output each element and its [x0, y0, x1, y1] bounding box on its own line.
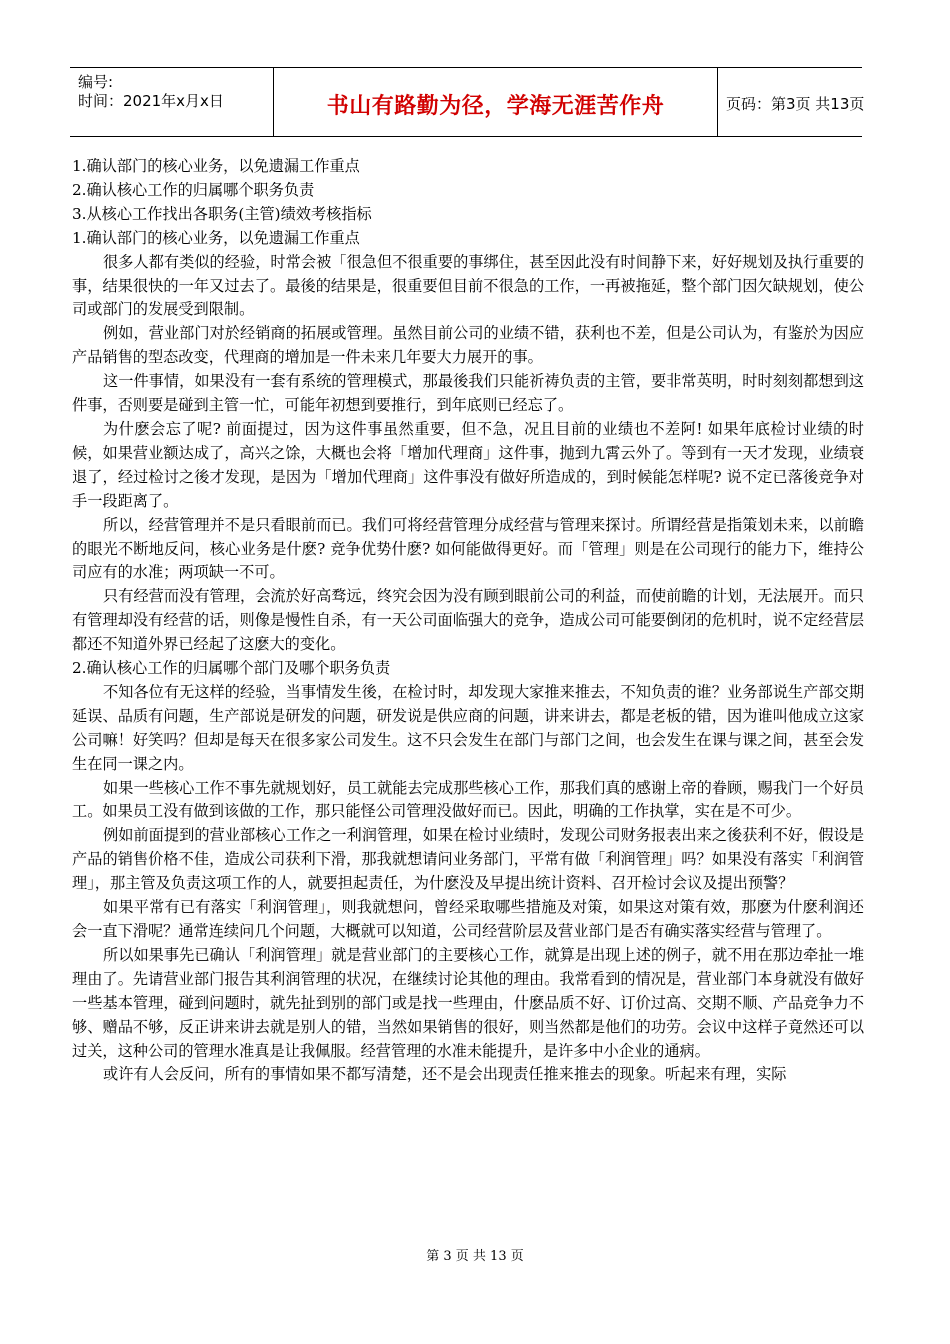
paragraph: 或许有人会反问，所有的事情如果不都写清楚，还不是会出现责任推来推去的现象。听起来有理，实际 — [103, 1065, 787, 1084]
document-body — [72, 155, 864, 1087]
paragraph: 很多人都有类似的经验，时常会被「很急但不很重要的事绑住，甚至因此没有时间静下来，好好规划及执行重要的事，结果很快的一年又过去了。最後的结果是，很重要但目前不很急的工作，一再被拖延，整个部门因欠缺规划，使公司或部门的发展受到限制。 — [72, 252, 864, 319]
section-heading: 2.确认核心工作的归属哪个部门及哪个职务负责 — [72, 659, 391, 678]
outline-item: 3.从核心工作找出各职务(主管)绩效考核指标 — [72, 204, 372, 223]
number-label: 编号: — [78, 73, 114, 91]
outline-item: 2.确认核心工作的归属哪个职务负责 — [72, 180, 315, 199]
page-code: 页码：第3页 共13页 — [726, 95, 865, 113]
outline-item: 1.确认部门的核心业务，以免遗漏工作重点 — [72, 157, 360, 175]
paragraph: 例如前面提到的营业部核心工作之一利润管理，如果在检讨业绩时，发现公司财务报表出来之後获利不好，假设是产品的销售价格不佳，造成公司获利下滑，那我就想请问业务部门，平常有做「利润管理」吗？如果没有落实「利润管理」，那主管及负责这项工作的人，就要担起责任，为什麽没及早提出统计资料、召开检讨会议及提出预警？ — [72, 826, 864, 893]
paragraph: 例如，营业部门对於经销商的拓展或管理。虽然目前公司的业绩不错，获利也不差，但是公司认为，有鉴於为因应产品销售的型态改变，代理商的增加是一件未来几年要大力展开的事。 — [72, 324, 864, 367]
paragraph: 只有经营而没有管理，会流於好高骛远，终究会因为没有顾到眼前公司的利益，而使前瞻的计划，无法展开。而只有管理却没有经营的话，则像是慢性自杀，有一天公司面临强大的竞争，造成公司可能要倒闭的危机时，说不定经营层都还不知道外界已经起了这麽大的变化。 — [72, 587, 864, 654]
paragraph: 所以如果事先已确认「利润管理」就是营业部门的主要核心工作，就算是出现上述的例子，就不用在那边牵扯一堆理由了。先请营业部门报告其利润管理的状况，在继续讨论其他的理由。我常看到的情况是，营业部门本身就没有做好一些基本管理，碰到问题时，就先扯到别的部门或是找一些理由，什麽品质不好、订价过高、交期不顺、产品竞争力不够、赠品不够，反正讲来讲去就是别人的错，当然如果销售的很好，则当然都是他们的功劳。会议中这样子竟然还可以过关，这种公司的管理水准真是让我佩服。经营管理的水准未能提升，是许多中小企业的通病。 — [72, 945, 864, 1060]
paragraph: 如果平常有已有落实「利润管理」，则我就想问，曾经采取哪些措施及对策，如果这对策有效，那麽为什麽利润还会一直下滑呢？通常连续问几个问题，大概就可以知道，公司经营阶层及营业部门是否有确实落实经营与管理了。 — [72, 898, 864, 940]
paragraph: 为什麽会忘了呢? 前面提过，因为这件事虽然重要，但不急，况且目前的业绩也不差阿! 如果年底检讨业绩的时候，如果营业额达成了，高兴之馀，大概也会将「增加代理商」这件事，抛到九霄云外了。等到有一天才发现，业绩衰退了，经过检讨之後才发现，是因为「增加代理商」这件事没有做好所造成的，到时候能怎样呢? 说不定已落後竞争对手一段距离了。 — [72, 419, 864, 510]
time-label: 时间：2021年x月x日 — [78, 92, 224, 110]
header-middle-cell — [274, 68, 718, 136]
motto-text: 书山有路勤为径，学海无涯苦作舟 — [326, 94, 665, 119]
page-footer — [0, 1245, 950, 1264]
paragraph: 如果一些核心工作不事先就规划好，员工就能去完成那些核心工作，那我们真的感谢上帝的眷顾，赐我门一个好员工。如果员工没有做到该做的工作，那只能怪公司管理没做好而已。因此，明确的工作执掌，实在是不可少。 — [72, 778, 864, 821]
paragraph: 这一件事情，如果没有一套有系统的管理模式，那最後我们只能祈祷负责的主管，要非常英明，时时刻刻都想到这件事，否则要是碰到主管一忙，可能年初想到要推行，到年底则已经忘了。 — [72, 372, 864, 415]
section-heading: 1.确认部门的核心业务，以免遗漏工作重点 — [72, 228, 360, 247]
header-left-cell — [70, 68, 274, 136]
header-right-cell — [718, 68, 865, 136]
footer-page-label: 第 3 页 共 13 页 — [426, 1249, 524, 1264]
paragraph: 不知各位有无这样的经验，当事情发生後，在检讨时，却发现大家推来推去，不知负责的谁？业务部说生产部交期延误、品质有问题，生产部说是研发的问题，研发说是供应商的问题，讲来讲去，都是老板的错，因为谁叫他成立这家公司嘛！好笑吗？但却是每天在很多家公司发生。这不只会发生在部门与部门之间，也会发生在课与课之间，甚至会发生在同一课之内。 — [72, 682, 864, 773]
document-header — [70, 67, 865, 137]
paragraph: 所以，经营管理并不是只看眼前而已。我们可将经营管理分成经营与管理来探讨。所谓经营是指策划未来，以前瞻的眼光不断地反问，核心业务是什麽? 竞争优势什麽? 如何能做得更好。而「管理」则是在公司现行的能力下，维持公司应有的水准；两项缺一不可。 — [72, 515, 864, 582]
